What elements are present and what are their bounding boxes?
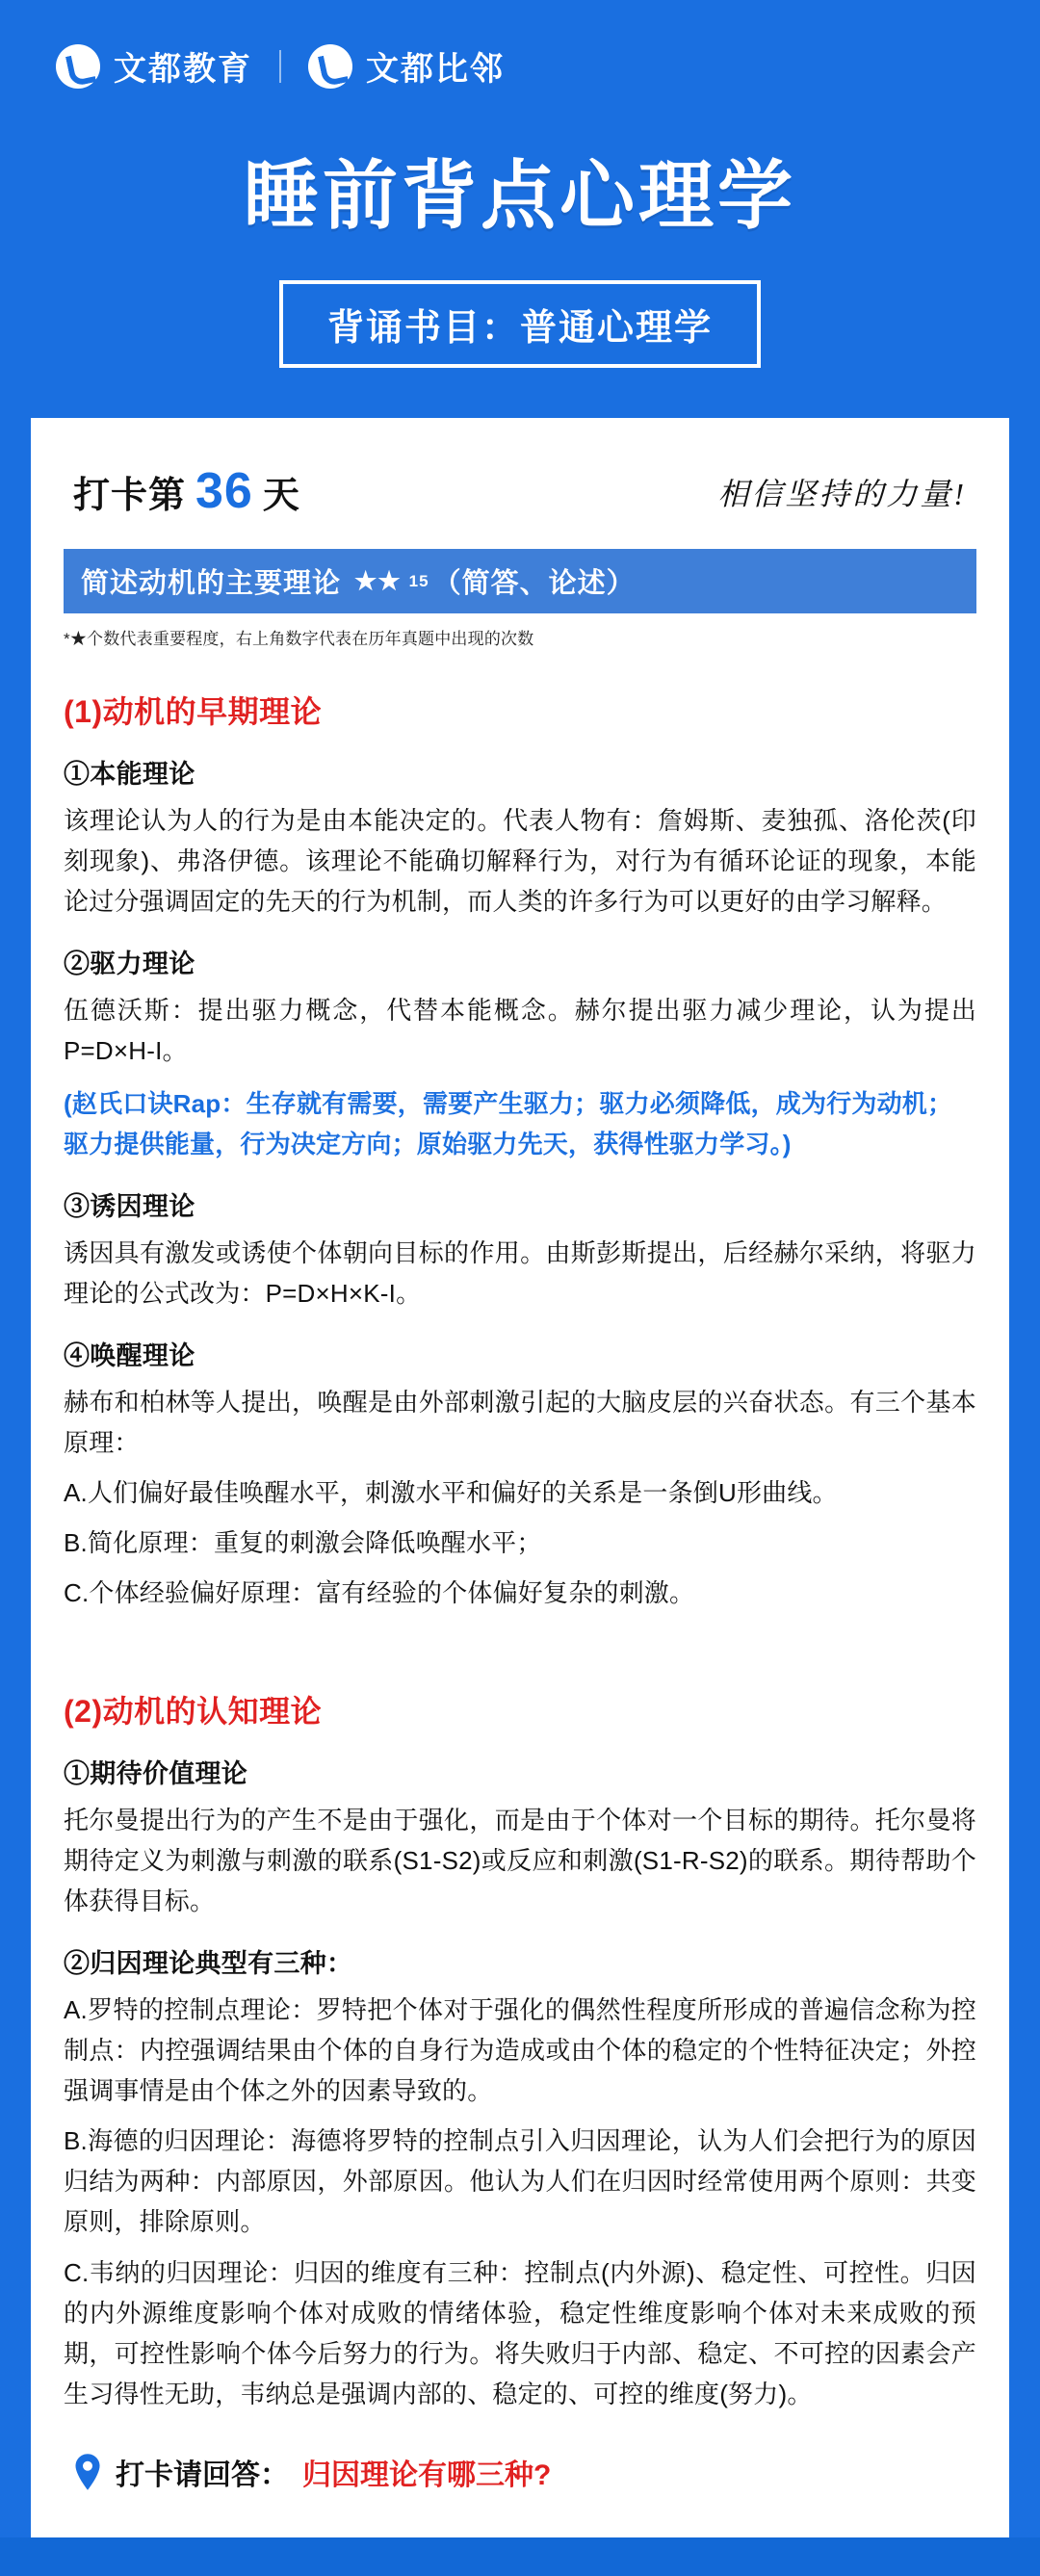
subsection-heading-2-2: ②归因理论典型有三种： <box>64 1948 353 1978</box>
brand-logo-secondary-label: 文都比邻 <box>366 51 505 88</box>
subsection-heading-1-3: ③诱因理论 <box>64 1191 195 1221</box>
brand-logo-primary-label: 文都教育 <box>114 51 252 88</box>
day-counter <box>73 462 300 520</box>
legend-note: *★个数代表重要程度，右上角数字代表在历年真题中出现的次数 <box>64 630 534 648</box>
question-frequency-superscript: 15 <box>408 571 429 590</box>
subsection-heading-1-4: ④唤醒理论 <box>64 1340 195 1370</box>
paragraph-2-2-2: B.海德的归因理论：海德将罗特的控制点引入归因理论，认为人们会把行为的原因归结为两种：内部原因，外部原因。他认为人们在归因时经常使用两个原则：共变原则，排除原则。 <box>64 2126 976 2237</box>
paragraph-1-2-1: 伍德沃斯：提出驱力概念，代替本能概念。赫尔提出驱力减少理论，认为提出P=D×H-I。 <box>64 996 976 1066</box>
question-type-label: （简答、论述） <box>432 568 636 599</box>
paragraph-1-3-1: 诱因具有激发或诱使个体朝向目标的作用。由斯彭斯提出，后经赫尔采纳，将驱力理论的公式改为：P=D×H×K-I。 <box>64 1237 976 1308</box>
paragraph-1-1-1: 该理论认为人的行为是由本能决定的。代表人物有：詹姆斯、麦独孤、洛伦茨(印刻现象)、弗洛伊德。该理论不能确切解释行为，对行为有循环论证的现象，本能论过分强调固定的先天的行为机制，而人类的许多行为可以更好的由学习解释。 <box>64 806 976 917</box>
section-heading-2: (2)动机的认知理论 <box>64 1693 323 1729</box>
page-title: 睡前背点心理学 <box>243 153 796 238</box>
section-heading-1: (1)动机的早期理论 <box>64 694 323 729</box>
wendu-logo-icon <box>56 44 100 89</box>
subsection-heading-2-1: ①期待价值理论 <box>64 1758 248 1788</box>
checkin-label: 打卡请回答： <box>116 2459 289 2491</box>
page-subtitle: 背诵书目：普通心理学 <box>279 280 761 368</box>
paragraph-2-2-3: C.韦纳的归因理论：归因的维度有三种：控制点(内外源)、稳定性、可控性。归因的内外源维度影响个体对成败的情绪体验，稳定性维度影响个体对未来成败的预期，可控性影响个体今后努力的行为。将失败归于内部、稳定、不可控的因素会产生习得性无助，韦纳总是强调内部的、稳定的、可控的维度(努力)。 <box>64 2257 976 2408</box>
subtitle-wrapper <box>0 280 1040 368</box>
card-header-row <box>64 456 976 520</box>
star-rating-icon: ★★ <box>354 566 402 595</box>
checkin-question: 归因理论有哪三种? <box>302 2459 552 2491</box>
day-suffix-label: 天 <box>262 476 300 516</box>
paragraph-2-1-1: 托尔曼提出行为的产生不是由于强化，而是由于个体对一个目标的期待。托尔曼将期待定义为刺激与刺激的联系(S1-S2)或反应和刺激(S1-R-S2)的联系。期待帮助个体获得目标。 <box>64 1805 976 1915</box>
slogan-text: 相信坚持的力量! <box>717 477 967 511</box>
subsection-heading-1-1: ①本能理论 <box>64 760 195 789</box>
day-number: 36 <box>195 463 253 519</box>
question-bar-text: 简述动机的主要理论 <box>81 568 342 599</box>
paragraph-1-4-4: C.个体经验偏好原理：富有经验的个体偏好复杂的刺激。 <box>64 1578 695 1608</box>
day-prefix-label: 打卡第 <box>73 476 187 516</box>
paragraph-1-4-2: A.人们偏好最佳唤醒水平，刺激水平和偏好的关系是一条倒U形曲线。 <box>64 1478 838 1508</box>
subsection-heading-1-2: ②驱力理论 <box>64 950 195 979</box>
brand-divider <box>279 50 281 83</box>
brand-logo-secondary <box>308 42 505 90</box>
content-card <box>31 418 1009 2537</box>
paragraph-2-2-1: A.罗特的控制点理论：罗特把个体对于强化的偶然性程度所形成的普遍信念称为控制点：内控强调结果由个体的自身行为造成或由个体的稳定的个性特征决定；外控强调事情是由个体之外的因素导致的。 <box>64 1994 976 2106</box>
brand-logo-primary <box>56 42 252 90</box>
location-pin-icon <box>73 2454 102 2490</box>
checkin-footer <box>73 2451 967 2493</box>
paragraph-1-4-3: B.简化原理：重复的刺激会降低唤醒水平； <box>64 1528 542 1558</box>
brand-header <box>0 0 1040 90</box>
paragraph-1-4-1: 赫布和柏林等人提出，唤醒是由外部刺激引起的大脑皮层的兴奋状态。有三个基本原理： <box>64 1387 976 1458</box>
question-bar <box>64 549 976 613</box>
section-spacer <box>64 1624 976 1649</box>
rap-mnemonic-1-2: (赵氏口诀Rap：生存就有需要，需要产生驱力；驱力必须降低，成为行为动机；驱力提供能量，行为决定方向；原始驱力先天，获得性驱力学习。) <box>64 1088 953 1158</box>
bilin-logo-icon <box>308 44 352 89</box>
